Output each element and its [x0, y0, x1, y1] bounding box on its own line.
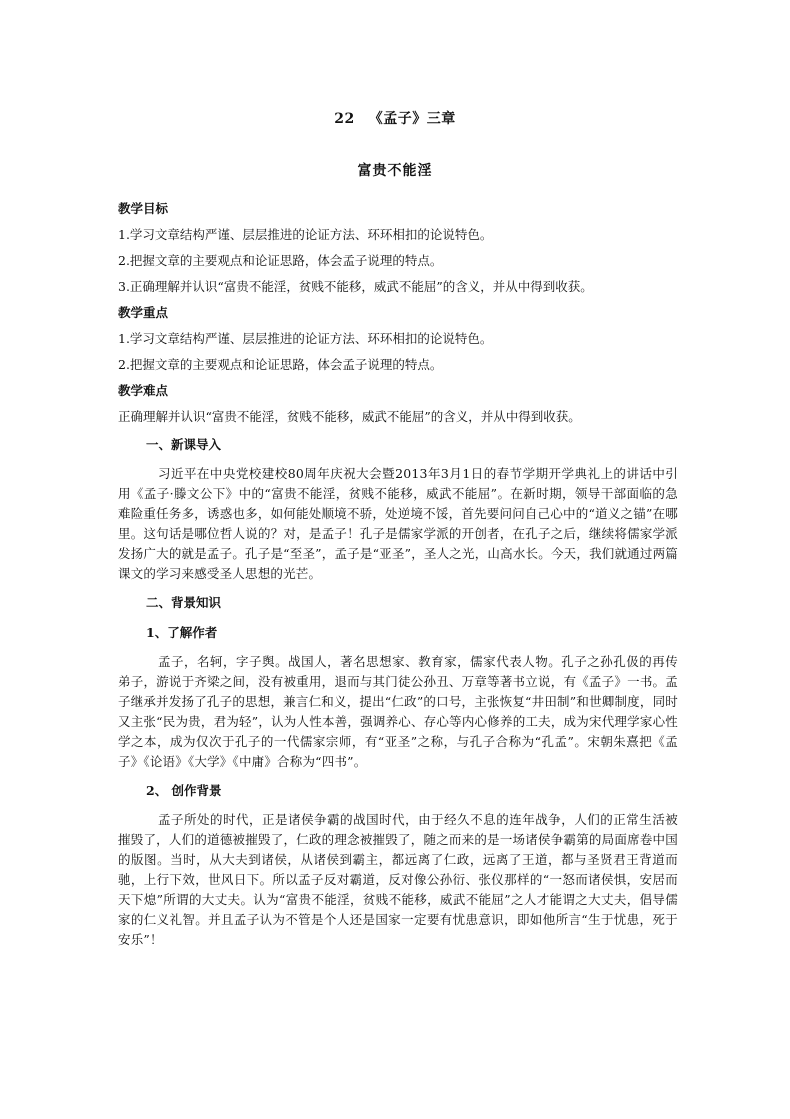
goal-item-1: 1.学习文章结构严谨、层层推进的论证方法、环环相扣的论说特色。	[118, 227, 493, 242]
lesson-title	[0, 108, 790, 128]
difficulty-heading: 教学难点	[118, 383, 169, 398]
goals-heading: 教学目标	[118, 201, 169, 216]
creation-heading: 2、 创作背景	[146, 783, 222, 798]
section-subtitle: 富贵不能淫	[357, 163, 433, 179]
key-points-heading: 教学重点	[118, 305, 169, 320]
key-point-item-1: 1.学习文章结构严谨、层层推进的论证方法、环环相扣的论说特色。	[118, 331, 493, 346]
intro-paragraph: 习近平在中央党校建校80周年庆祝大会暨2013年3月1日的春节学期开学典礼上的讲话中引用《孟子·滕文公下》中的“富贵不能淫，贫贱不能移，威武不能屈”。在新时期，领导干部面临的急难险重任务多，诱惑也多，如何能处顺境不骄，处逆境不馁，首先要问问自己心中的“道义之锚”在哪里。这句话是哪位哲人说的？对，是孟子！孔子是儒家学派的开创者，在孔子之后，继续将儒家学派发扬广大的就是孟子。孔子是“至圣”，孟子是“亚圣”，圣人之光，山高水长。今天，我们就通过两篇课文的学习来感受圣人思想的光芒。	[118, 466, 678, 581]
goal-item-2: 2.把握文章的主要观点和论证思路，体会孟子说理的特点。	[118, 253, 443, 268]
creation-paragraph: 孟子所处的时代，正是诸侯争霸的战国时代，由于经久不息的连年战争，人们的正常生活被摧毁了，人们的道德被摧毁了，仁政的理念被摧毁了，随之而来的是一场诸侯争霸第的局面席卷中国的版图。当时，从大夫到诸侯，从诸侯到霸主，都远离了仁政，远离了王道，都与圣贤君王背道而驰，上行下效，世风日下。所以孟子反对霸道，反对像公孙衍、张仪那样的“一怒而诸侯惧，安居而天下熄”所谓的大丈夫。认为“富贵不能淫，贫贱不能移，威武不能屈”之人才能谓之大丈夫，倡导儒家的仁义礼智。并且孟子认为不管是个人还是国家一定要有忧患意识，即如他所言“生于忧患，死于安乐”！	[118, 812, 678, 947]
background-heading: 二、背景知识	[146, 595, 222, 610]
key-point-item-2: 2.把握文章的主要观点和论证思路，体会孟子说理的特点。	[118, 357, 443, 372]
document-body	[118, 196, 678, 954]
intro-heading: 一、新课导入	[146, 437, 222, 452]
author-heading: 1、了解作者	[146, 625, 218, 640]
difficulty-text: 正确理解并认识“富贵不能淫，贫贱不能移，威武不能屈”的含义，并从中得到收获。	[118, 409, 581, 424]
lesson-title-text: 《孟子》三章	[368, 111, 456, 127]
lesson-number: 22	[334, 111, 355, 127]
author-paragraph: 孟子，名轲，字子舆。战国人，著名思想家、教育家，儒家代表人物。孔子之孙孔伋的再传弟子，游说于齐梁之间，没有被重用，退而与其门徒公孙丑、万章等著书立说，有《孟子》一书。孟子继承并发扬了孔子的思想，兼言仁和义，提出“仁政”的口号，主张恢复“井田制”和世卿制度，同时又主张“民为贵，君为轻”，认为人性本善，强调养心、存心等内心修养的工夫，成为宋代理学家心性学之本，成为仅次于孔子的一代儒家宗师，有“亚圣”之称，与孔子合称为“孔孟”。宋朝朱熹把《孟子》《论语》《大学》《中庸》合称为“四书”。	[118, 654, 678, 769]
goal-item-3: 3.正确理解并认识“富贵不能淫，贫贱不能移，威武不能屈”的含义，并从中得到收获。	[118, 279, 593, 294]
